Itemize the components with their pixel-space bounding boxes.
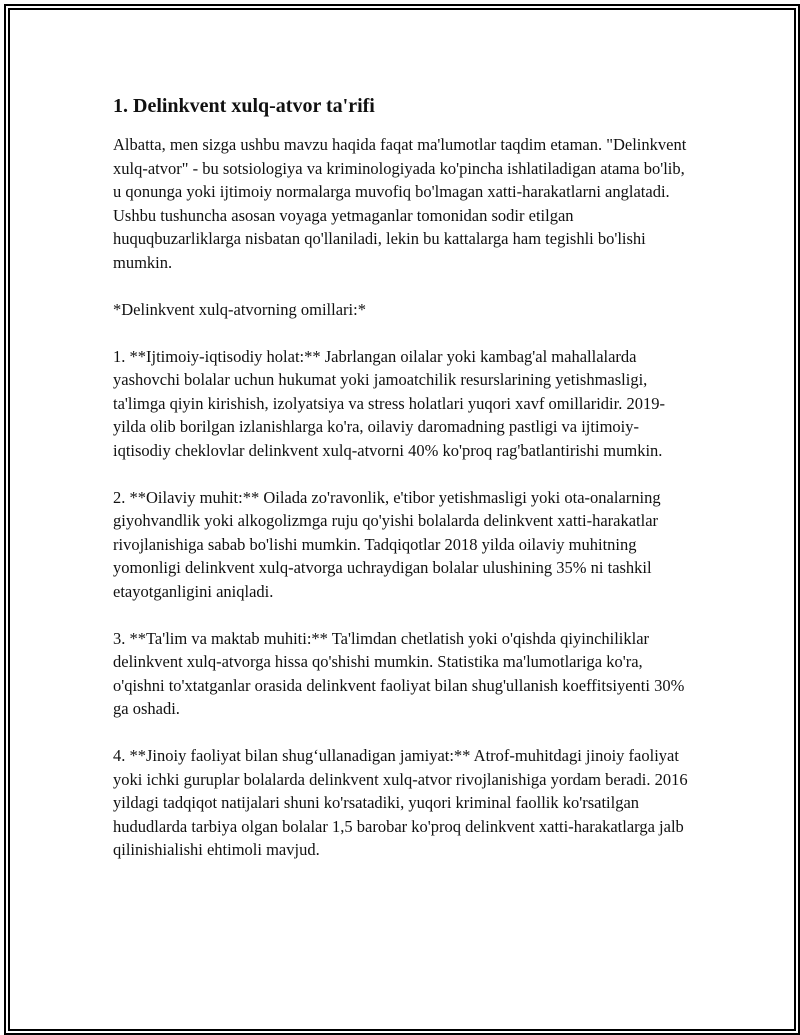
factor-socioeconomic-paragraph: 1. **Ijtimoiy-iqtisodiy holat:** Jabrlangan oilalar yoki kambag'al mahallalarda yashovchi bolalar uchun hukumat yoki jamoatchilik resurslarining yetishmasligi, ta'limga qiyin kirishish, izolyatsiya va stress holatlari yuqori xavf omillaridir. 2019-yilda olib borilgan izlanishlarga ko'ra, oilaviy daromadning pastligi va ijtimoiy-iqtisodiy cheklovlar delinkvent xulq-atvorni 40% ko'proq rag'batlantirishi mumkin. [113,346,665,460]
factor-criminal-community-paragraph: 4. **Jinoiy faoliyat bilan shug‘ullanadigan jamiyat:** Atrof-muhitdagi jinoiy faoliyat yoki ichki guruplar bolalarda delinkvent xulq-atvor rivojlanishiga yordam beradi. 2016 yildagi tadqiqot natijalari shuni ko'rsatadiki, yuqori kriminal faollik ko'rsatilgan hududlarda tarbiya olgan bolalar 1,5 barobar ko'proq delinkvent xatti-harakatlarga jalb qilinishialishi ehtimoli mavjud. [113,746,688,859]
document-title: 1. Delinkvent xulq-atvor ta'rifi [113,95,375,117]
factors-heading: *Delinkvent xulq-atvorning omillari:* [113,299,366,319]
factor-family-paragraph: 2. **Oilaviy muhit:** Oilada zo'ravonlik, e'tibor yetishmasligi yoki ota-onalarning giyohvandlik yoki alkogolizmga ruju qo'yishi bolalarda delinkvent xatti-harakatlar rivojlanishiga sabab bo'lishi mumkin. Tadqiqotlar 2018 yilda oilaviy muhitning yomonligi delinkvent xulq-atvorga uchraydigan bolalar ulushining 35% ni tashkil etayotganligini aniqladi. [113,487,661,601]
factor-education-paragraph: 3. **Ta'lim va maktab muhiti:** Ta'limdan chetlatish yoki o'qishda qiyinchiliklar delinkvent xulq-atvorga hissa qo'shishi mumkin. Statistika ma'lumotlariga ko'ra, o'qishni to'xtatganlar orasida delinkvent faoliyat bilan shug'ullanish koeffitsiyenti 30% ga oshadi. [113,628,685,718]
document-body [113,93,693,885]
intro-paragraph: Albatta, men sizga ushbu mavzu haqida faqat ma'lumotlar taqdim etaman. "Delinkvent xulq-atvor" - bu sotsiologiya va kriminologiyada ko'pincha ishlatiladigan atama bo'lib, u qonunga yoki ijtimoiy normalarga muvofiq bo'lmagan xatti-harakatlarni anglatadi. Ushbu tushuncha asosan voyaga yetmaganlar tomonidan sodir etilgan huquqbuzarliklarga nisbatan qo'llaniladi, lekin bu kattalarga ham tegishli bo'lishi mumkin. [113,135,687,272]
